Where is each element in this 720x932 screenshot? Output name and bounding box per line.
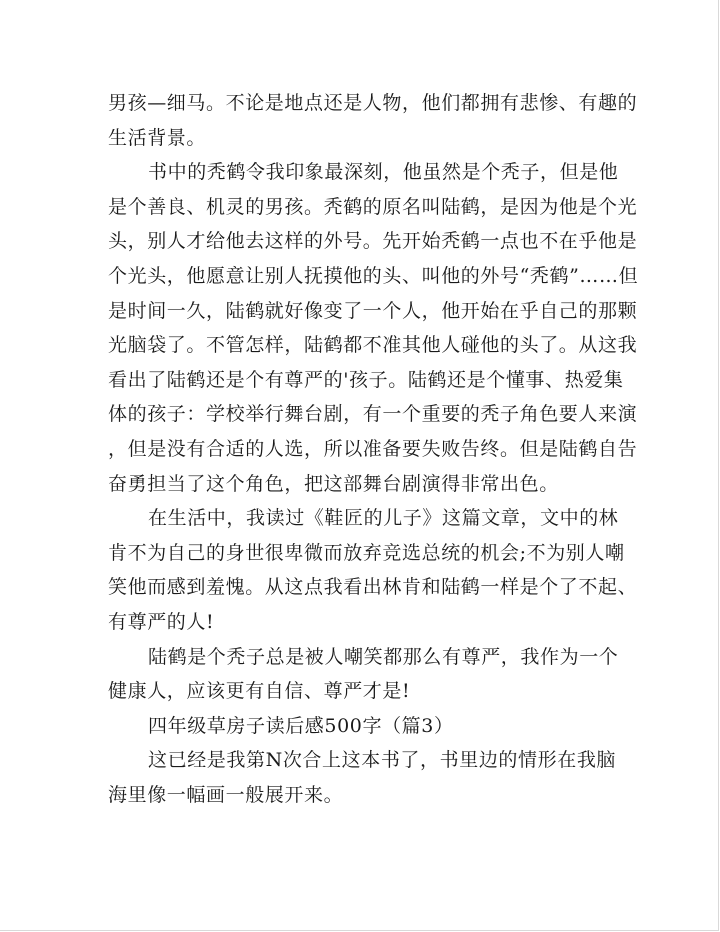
document-body	[108, 86, 639, 812]
text-line-16: 有尊严的人!	[108, 610, 215, 633]
text-line-6: 个光头，他愿意让别人抚摸他的头、叫他的外号“秃鹤”……但	[108, 264, 639, 287]
text-line-11: ，但是没有合适的人选，所以准备要失败告终。但是陆鹤自告	[108, 437, 638, 460]
text-line-15: 笑他而感到羞愧。从这点我看出林肯和陆鹤一样是个了不起、	[108, 576, 638, 599]
text-line-17: 陆鹤是个秃子总是被人嘲笑都那么有尊严，我作为一个	[148, 645, 619, 668]
text-line-12: 奋勇担当了这个角色，把这部舞台剧演得非常出色。	[108, 472, 559, 495]
text-line-14: 肯不为自己的身世很卑微而放弃竞选总统的机会;不为别人嘲	[108, 541, 625, 564]
text-line-4: 是个善良、机灵的男孩。秃鹤的原名叫陆鹤，是因为他是个光	[108, 195, 638, 218]
text-line-7: 是时间一久，陆鹤就好像变了一个人，他开始在乎自己的那颗	[108, 299, 638, 322]
text-line-13: 在生活中，我读过《鞋匠的儿子》这篇文章，文中的林	[148, 507, 619, 530]
text-line-20: 这已经是我第N次合上这本书了，书里边的情形在我脑	[148, 749, 617, 772]
section-heading: 四年级草房子读后感500字（篇3）	[148, 714, 454, 737]
text-line-21: 海里像一幅画一般展开来。	[108, 783, 344, 806]
text-line-5: 头，别人才给他去这样的外号。先开始秃鹤一点也不在乎他是	[108, 230, 638, 253]
text-line-9: 看出了陆鹤还是个有尊严的'孩子。陆鹤还是个懂事、热爱集	[108, 368, 624, 391]
text-line-8: 光脑袋了。不管怎样，陆鹤都不准其他人碰他的头了。从这我	[108, 334, 638, 357]
text-line-10: 体的孩子：学校举行舞台剧，有一个重要的秃子角色要人来演	[108, 403, 638, 426]
text-line-18: 健康人，应该更有自信、尊严才是!	[108, 680, 411, 703]
text-line-3: 书中的秃鹤令我印象最深刻，他虽然是个秃子，但是他	[148, 161, 619, 184]
text-line-1: 男孩—细马。不论是地点还是人物，他们都拥有悲惨、有趣的	[108, 92, 638, 114]
text-line-2: 生活背景。	[108, 126, 207, 149]
